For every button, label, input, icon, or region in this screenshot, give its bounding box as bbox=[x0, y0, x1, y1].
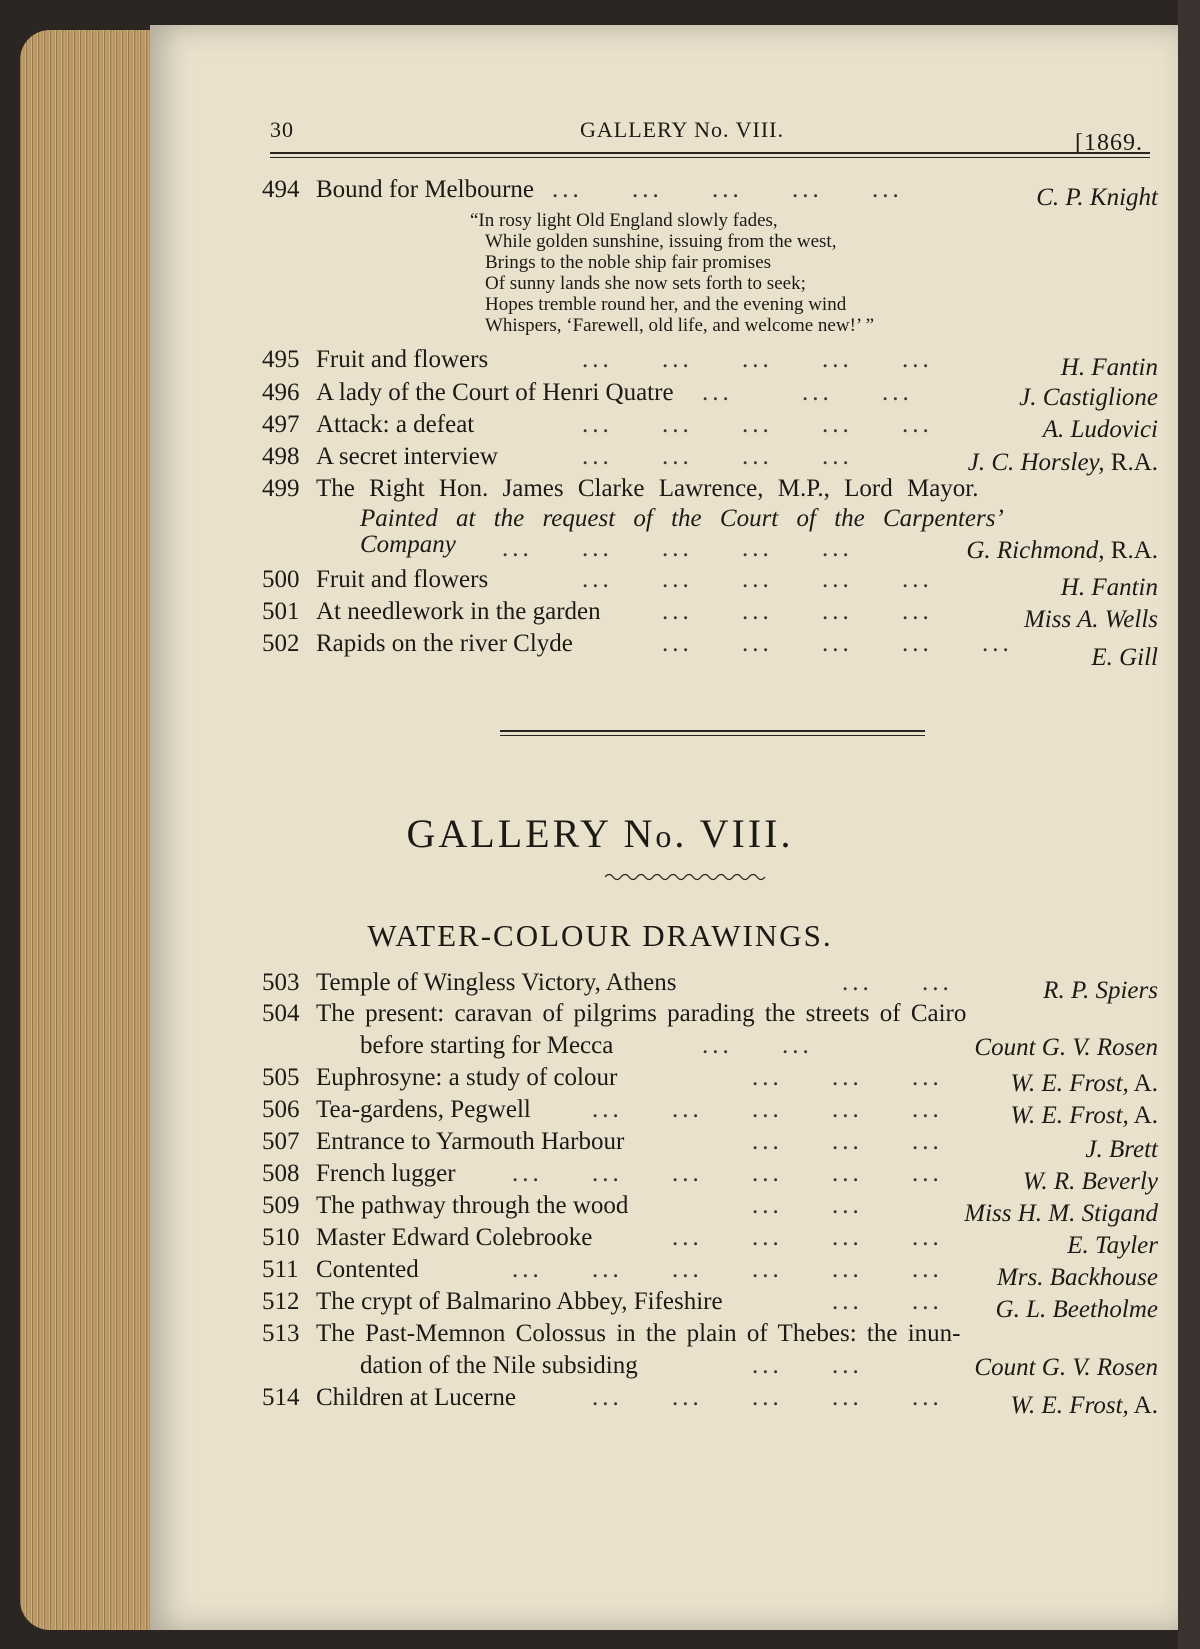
gallery-title: GALLERY No. VIII. bbox=[406, 811, 794, 856]
poem-line: Whispers, ‘Farewell, old life, and welcome new!’ ” bbox=[485, 315, 874, 336]
catalogue-entry: 496 A lady of the Court of Henri Quatre ... ... ... J. Castiglione bbox=[262, 379, 1158, 411]
ornamental-wave-rule bbox=[605, 872, 770, 882]
poem-line: While golden sunshine, issuing from the west, bbox=[485, 231, 837, 252]
year-label: [1869. bbox=[1075, 130, 1143, 156]
catalogue-entry-continuation: before starting for Mecca ... ... Count G. V. Rosen bbox=[360, 1032, 1158, 1061]
catalogue-entry: 508 French lugger ... ... ... ... ... ... W. R. Beverly bbox=[262, 1160, 1158, 1195]
catalogue-entry: 504 The present: caravan of pilgrims parading the streets of Cairo bbox=[262, 1000, 967, 1027]
catalogue-entry: 495 Fruit and flowers ... ... ... ... ... H. Fantin bbox=[262, 346, 1158, 381]
header-rule-lower bbox=[270, 157, 1150, 158]
catalogue-entry: 499 The Right Hon. James Clarke Lawrence, M.P., Lord Mayor. bbox=[262, 475, 979, 502]
page-number: 30 bbox=[270, 117, 294, 142]
catalogue-entry: 505 Euphrosyne: a study of colour ... ... ... W. E. Frost, A. bbox=[262, 1064, 1158, 1097]
poem-line: Brings to the noble ship fair promises bbox=[485, 252, 772, 273]
poem-line: “In rosy light Old England slowly fades, bbox=[470, 210, 778, 231]
catalogue-entry: 502 Rapids on the river Clyde ... ... ... ... ... E. Gill bbox=[262, 630, 1158, 671]
section-title: WATER-COLOUR DRAWINGS. bbox=[367, 918, 833, 953]
catalogue-entry: 512 The crypt of Balmarino Abbey, Fifeshire ... ... G. L. Beetholme bbox=[262, 1288, 1158, 1323]
catalogue-entry: 500 Fruit and flowers ... ... ... ... ... H. Fantin bbox=[262, 566, 1158, 601]
entry-continuation: Painted at the request of the Court of the Carpenters’ bbox=[360, 505, 1004, 532]
catalogue-entry: 503 Temple of Wingless Victory, Athens ... ... R. P. Spiers bbox=[262, 969, 1158, 1004]
running-title: GALLERY No. VIII. bbox=[580, 117, 784, 142]
section-divider-lower bbox=[500, 735, 925, 736]
header-rule-upper bbox=[270, 152, 1150, 154]
catalogue-entry: 511 Contented ... ... ... ... ... ... Mrs. Backhouse bbox=[262, 1256, 1158, 1291]
catalogue-entry: 514 Children at Lucerne ... ... ... ... ... W. E. Frost, A. bbox=[262, 1384, 1158, 1419]
catalogue-entry: 501 At needlework in the garden ... ... ... ... Miss A. Wells bbox=[262, 598, 1158, 633]
catalogue-entry-continuation: Company ... ... ... ... ... G. Richmond, R.A. bbox=[360, 531, 1158, 564]
catalogue-entry-continuation: dation of the Nile subsiding ... ... Count G. V. Rosen bbox=[360, 1352, 1158, 1381]
poem-line: Of sunny lands she now sets forth to seek; bbox=[485, 273, 806, 294]
catalogue-entry: 507 Entrance to Yarmouth Harbour ... ... ... J. Brett bbox=[262, 1128, 1158, 1163]
section-divider-upper bbox=[500, 730, 925, 732]
catalogue-entry: 509 The pathway through the wood ... ... Miss H. M. Stigand bbox=[262, 1192, 1158, 1227]
catalogue-entry: 498 A secret interview ... ... ... ... J. C. Horsley, R.A. bbox=[262, 443, 1158, 476]
catalogue-entry: 494 Bound for Melbourne ... ... ... ... ... C. P. Knight bbox=[262, 176, 1158, 211]
catalogue-entry: 506 Tea-gardens, Pegwell ... ... ... ... ... W. E. Frost, A. bbox=[262, 1096, 1158, 1129]
catalogue-entry: 497 Attack: a defeat ... ... ... ... ... A. Ludovici bbox=[262, 411, 1158, 443]
catalogue-entry: 513 The Past-Memnon Colossus in the plain of Thebes: the inun- bbox=[262, 1320, 961, 1347]
catalogue-entry: 510 Master Edward Colebrooke ... ... ... ... E. Tayler bbox=[262, 1224, 1158, 1259]
poem-line: Hopes tremble round her, and the evening wind bbox=[485, 294, 847, 315]
